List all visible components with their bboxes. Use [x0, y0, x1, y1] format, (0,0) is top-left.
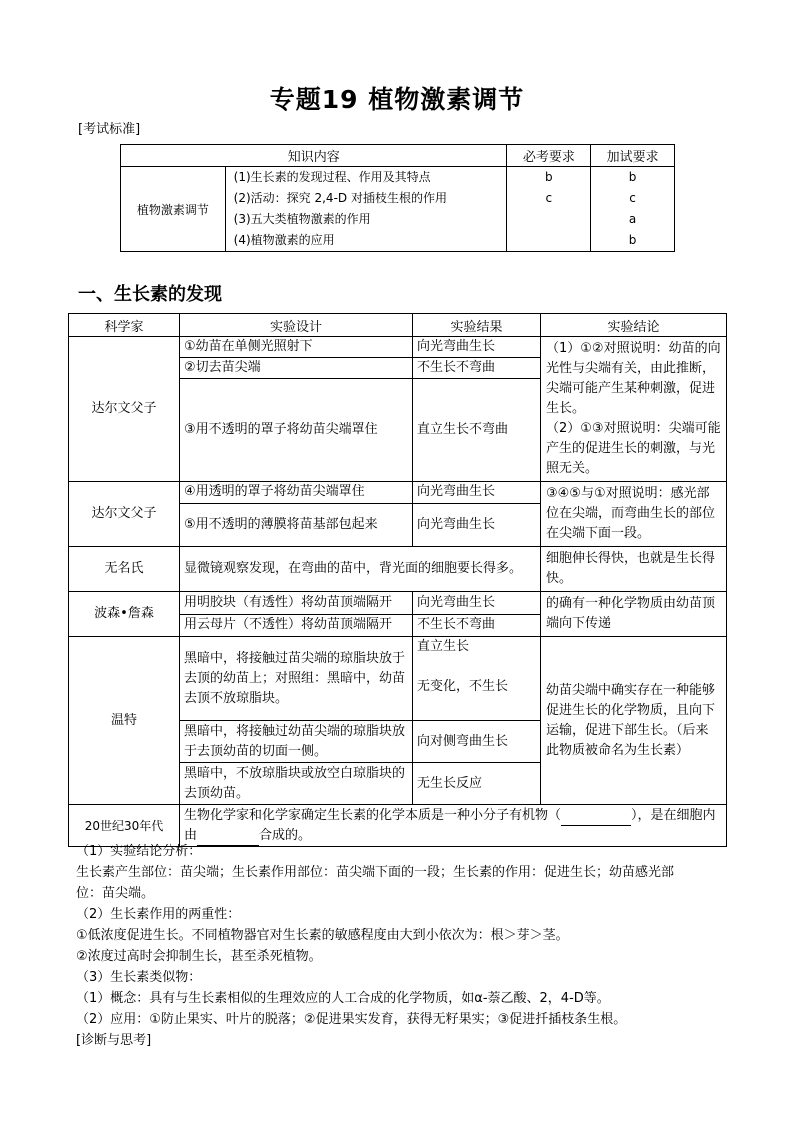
result-cell: 向对侧弯曲生长	[413, 721, 541, 763]
table-row	[69, 592, 727, 615]
required-levels	[507, 167, 591, 252]
note-title: （1）实验结论分析：	[76, 844, 202, 859]
extra-level: a	[628, 212, 637, 226]
note-line: ②浓度过高时会抑制生长，甚至杀死植物。	[76, 949, 322, 964]
era-text-a: 生物化学家和化学家确定生长素的化学本质是一种小分子有机物（	[184, 807, 562, 823]
extra-levels	[591, 167, 675, 252]
scientist-cell: 波森•詹森	[69, 592, 180, 637]
auxin-discovery-table	[68, 313, 727, 847]
design-cell: 显微镜观察发现，在弯曲的苗中，背光面的细胞要长得多。	[180, 547, 541, 592]
required-level: b	[545, 170, 553, 184]
design-cell: 黑暗中，将接触过幼苗尖端的琼脂块放于去顶幼苗的切面一侧。	[180, 721, 413, 763]
design-cell: 用云母片（不透性）将幼苗顶端隔开	[180, 614, 413, 637]
design-cell: ⑤用不透明的薄膜将苗基部包起来	[180, 503, 413, 546]
design-cell: ①幼苗在单侧光照射下	[180, 337, 413, 358]
exam-standard-table	[120, 144, 675, 252]
required-level	[507, 209, 590, 230]
header-conclusion: 实验结论	[541, 314, 727, 337]
note-line: 位：苗尖端。	[76, 886, 155, 901]
note-line: 生长素产生部位：苗尖端；生长素作用部位：苗尖端下面的一段；生长素的作用：促进生长；幼苗感光部	[76, 865, 675, 880]
standard-item-2: (2)活动：探究 2,4-D 对插枝生根的作用	[233, 191, 447, 205]
table-row	[121, 167, 675, 252]
section-heading: 一、生长素的发现	[78, 284, 222, 305]
conclusion-cell: 幼苗尖端中确实存在一种能够促进生长的化学物质，且向下运输，促进下部生长。（后来此物质被命名为生长素）	[541, 637, 727, 805]
blank-chemical-nature	[561, 825, 631, 826]
result-text: 直立生长	[417, 639, 470, 654]
note-line: （2）应用：①防止果实、叶片的脱落；②促进果实发育，获得无籽果实；③促进扦插枝条生根。	[76, 1012, 627, 1027]
scientist-cell: 温特	[69, 637, 180, 805]
result-cell: 向光弯曲生长	[413, 482, 541, 504]
era-text-c: 合成的。	[259, 827, 312, 843]
extra-level: b	[628, 170, 637, 184]
note-line: ①低浓度促进生长。不同植物器官对生长素的敏感程度由大到小依次为：根＞芽＞茎。	[76, 928, 569, 943]
table-row	[69, 482, 727, 504]
note-title: （3）生长素类似物：	[76, 970, 202, 985]
standard-item-1: (1)生长素的发现过程、作用及其特点	[233, 170, 431, 184]
standard-items	[225, 167, 507, 252]
design-cell: 用明胶块（有透性）将幼苗顶端隔开	[180, 592, 413, 615]
diagnose-label: [诊断与思考]	[76, 1033, 152, 1048]
conclusion-cell: 细胞伸长得快，也就是生长得快。	[541, 547, 727, 592]
note-title: （2）生长素作用的两重性：	[76, 907, 241, 922]
header-knowledge: 知识内容	[121, 145, 507, 167]
table-row	[69, 547, 727, 592]
table-header-row	[121, 145, 675, 167]
extra-level: c	[629, 191, 636, 205]
result-cell: 向光弯曲生长	[413, 592, 541, 615]
scientist-cell: 达尔文父子	[69, 337, 180, 482]
table-header-row	[69, 314, 727, 337]
required-level	[507, 230, 590, 251]
table-row	[69, 637, 727, 721]
scientist-cell: 20世纪30年代	[69, 805, 180, 847]
scientist-cell: 无名氏	[69, 547, 180, 592]
header-result: 实验结果	[413, 314, 541, 337]
design-cell: ②切去苗尖端	[180, 358, 413, 379]
conclusion-part-2: （2）①③对照说明：尖端可能产生的促进生长的刺激，与光照无关。	[546, 421, 721, 476]
result-cell: 不生长不弯曲	[413, 614, 541, 637]
design-cell: ④用透明的罩子将幼苗尖端罩住	[180, 482, 413, 504]
conclusion-part-1: （1）①②对照说明：幼苗的向光性与尖端有关，由此推断，尖端可能产生某种刺激，促进生长。	[546, 341, 721, 416]
result-text: 无变化，不生长	[417, 679, 509, 694]
conclusion-cell	[541, 337, 727, 482]
design-cell: ③用不透明的罩子将幼苗尖端罩住	[180, 379, 413, 482]
page-title: 专题19 植物激素调节	[269, 85, 525, 114]
note-line: （1）概念：具有与生长素相似的生理效应的人工合成的化学物质，如α-萘乙酸、2，4-D等。	[76, 991, 610, 1006]
required-level: c	[545, 191, 553, 205]
era-text-b: ），是在细胞内由	[184, 807, 716, 843]
standard-item-4: (4)植物激素的应用	[233, 233, 335, 247]
result-cell	[413, 637, 541, 721]
standard-topic: 植物激素调节	[121, 167, 226, 252]
table-row	[69, 337, 727, 358]
header-required: 必考要求	[507, 145, 591, 167]
conclusion-cell: 的确有一种化学物质由幼苗顶端向下传递	[541, 592, 727, 637]
result-cell: 向光弯曲生长	[413, 503, 541, 546]
standard-item-3: (3)五大类植物激素的作用	[233, 212, 371, 226]
header-extra: 加试要求	[591, 145, 675, 167]
result-cell: 无生长反应	[413, 763, 541, 805]
exam-standard-label: [考试标准]	[78, 122, 141, 137]
result-cell: 不生长不弯曲	[413, 358, 541, 379]
header-design: 实验设计	[180, 314, 413, 337]
result-cell: 直立生长不弯曲	[413, 379, 541, 482]
notes-section	[76, 841, 736, 1051]
conclusion-cell: ③④⑤与①对照说明：感光部位在尖端，而弯曲生长的部位在尖端下面一段。	[541, 482, 727, 547]
result-cell: 向光弯曲生长	[413, 337, 541, 358]
design-cell: 黑暗中，将接触过苗尖端的琼脂块放于去顶的幼苗上；对照组：黑暗中，幼苗去顶不放琼脂块。	[180, 637, 413, 721]
design-cell: 黑暗中，不放琼脂块或放空白琼脂块的去顶幼苗。	[180, 763, 413, 805]
header-scientist: 科学家	[69, 314, 180, 337]
extra-level: b	[628, 233, 637, 247]
scientist-cell: 达尔文父子	[69, 482, 180, 547]
